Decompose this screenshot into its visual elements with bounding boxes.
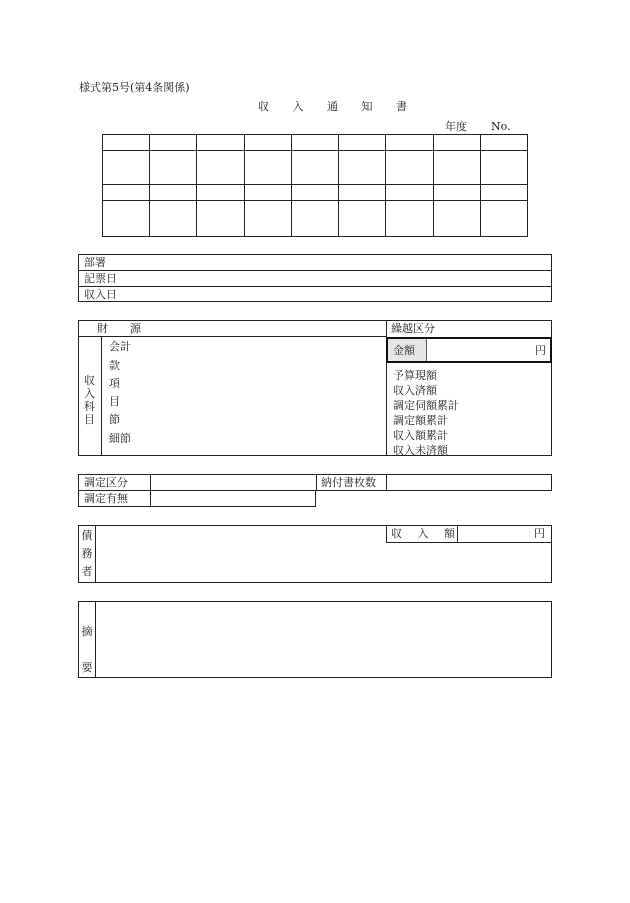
grid-cell[interactable] [339,151,386,185]
grid-cell[interactable] [433,185,480,201]
remarks-vertical-label: 摘要 [81,625,93,674]
subject-saisetsu: 細節 [109,432,131,445]
budget-shunyu-ruikei: 収入額累計 [393,429,448,442]
grid-cell[interactable] [480,201,527,237]
grid-cell[interactable] [386,151,433,185]
debtor-field[interactable] [96,543,386,581]
remarks-box [78,601,552,678]
budget-shunyu-misai: 収入未済額 [393,444,448,457]
chotei-kubun-label: 調定区分 [84,476,128,489]
number-label: No. [491,120,511,133]
subject-setsu: 節 [109,413,120,426]
budget-yosan-gengaku: 予算現額 [393,369,437,382]
grid-cell[interactable] [291,151,338,185]
grid-cell[interactable] [291,201,338,237]
nofusho-count-field[interactable] [387,475,551,490]
subject-moku: 目 [109,395,120,408]
subject-kaikei: 会計 [109,340,131,353]
divider [79,336,387,337]
debtor-vertical-label: 債務者 [81,529,93,578]
grid-cell[interactable] [433,135,480,151]
grid-cell[interactable] [339,185,386,201]
budget-chotei-ruikei: 調定額累計 [393,414,448,427]
income-amount-label: 収 入 額 [391,527,461,540]
year-label: 年度 [445,120,467,133]
grid-cell[interactable] [386,185,433,201]
subject-kou: 項 [109,377,120,390]
grid-cell[interactable] [480,151,527,185]
remarks-field[interactable] [96,602,551,677]
divider [101,336,102,455]
grid-cell[interactable] [150,151,197,185]
chotei-umu-field[interactable] [151,491,315,506]
grid-cell[interactable] [291,185,338,201]
grid-cell[interactable] [480,135,527,151]
grid-cell[interactable] [150,201,197,237]
grid-cell[interactable] [244,151,291,185]
income-amount-unit: 円 [534,527,545,540]
debtor-box [78,525,552,583]
kurikoshi-label: 繰越区分 [391,322,435,335]
grid-cell[interactable] [197,201,244,237]
grid-cell[interactable] [103,151,150,185]
grid-cell[interactable] [197,151,244,185]
amount-unit: 円 [535,344,546,357]
adjust-row-2 [78,490,316,507]
divider [316,475,317,490]
grid-cell[interactable] [480,185,527,201]
grid-cell[interactable] [433,201,480,237]
grid-cell[interactable] [339,135,386,151]
divider [79,286,551,287]
top-grid-table [102,134,528,237]
subject-kan: 款 [109,359,120,372]
grid-cell[interactable] [433,151,480,185]
grid-cell[interactable] [103,201,150,237]
income-subject-vertical-label: 収入科目 [84,374,95,426]
grid-cell[interactable] [339,201,386,237]
nofusho-count-label: 納付書枚数 [321,476,376,489]
grid-cell[interactable] [244,185,291,201]
grid-cell[interactable] [244,135,291,151]
amount-label: 金額 [393,344,415,357]
grid-cell[interactable] [386,201,433,237]
adjust-row-1 [78,474,552,491]
chotei-umu-label: 調定有無 [84,492,128,505]
income-date-label: 収入日 [84,288,117,301]
amount-box[interactable] [386,337,552,363]
grid-cell[interactable] [386,135,433,151]
divider [79,270,551,271]
record-date-label: 記票日 [84,272,117,285]
grid-cell[interactable] [244,201,291,237]
budget-chotei-ukagai-ruikei: 調定伺額累計 [393,399,459,412]
grid-cell[interactable] [103,135,150,151]
grid-cell[interactable] [291,135,338,151]
page-title: 収 入 通 知 書 [258,100,417,113]
grid-cell[interactable] [103,185,150,201]
info-box [78,254,552,302]
grid-cell[interactable] [150,135,197,151]
zaigen-label: 財 源 [97,322,141,335]
department-label: 部署 [84,256,106,269]
budget-shunyu-zumi: 収入済額 [393,384,437,397]
grid-cell[interactable] [197,185,244,201]
chotei-kubun-field[interactable] [151,475,315,490]
grid-cell[interactable] [150,185,197,201]
form-number: 様式第5号(第4条関係) [79,81,190,94]
grid-cell[interactable] [197,135,244,151]
